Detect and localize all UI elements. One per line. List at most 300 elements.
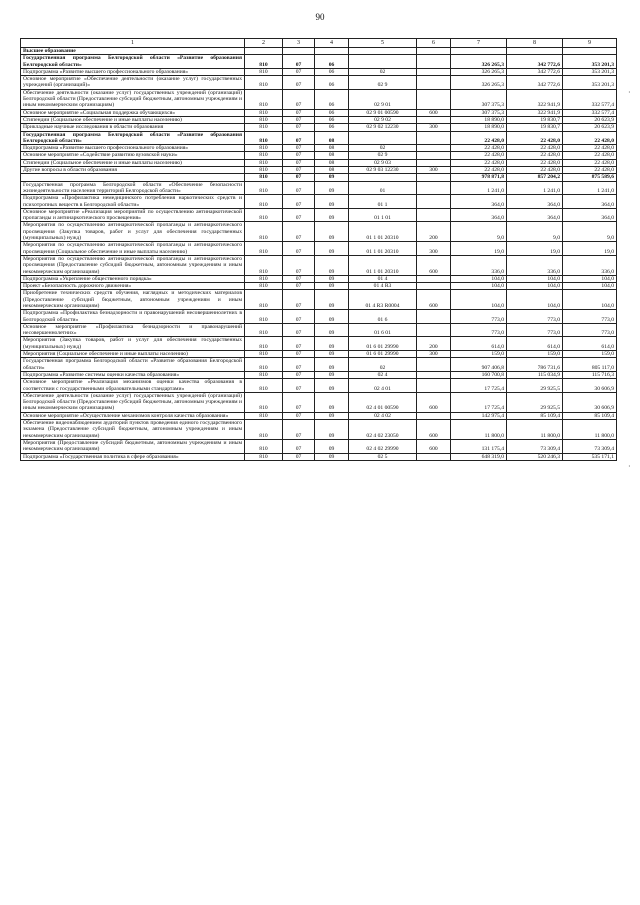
column-header: 7: [451, 39, 507, 48]
item-name-cell: Основное мероприятие «Реализация механизмов оценки качества образования в соответствии с государственными образовательными стандартами»: [21, 379, 245, 393]
year2-amount-cell: 22 428,0: [507, 152, 563, 159]
item-name-cell: Основное мероприятие «Реализация мероприятий по осуществлению антинаркотической пропаганды и антинаркотического просвещения»: [21, 208, 245, 222]
year1-amount-cell: 364,0: [451, 208, 507, 222]
table-row: [21, 453, 617, 460]
section-cell: 07: [283, 337, 315, 351]
expense-type-cell: [417, 159, 451, 166]
ved-cell: 810: [245, 208, 283, 222]
ved-cell: 810: [245, 89, 283, 109]
item-name-cell: [21, 174, 245, 181]
column-header: 9: [563, 39, 617, 48]
table-row: [21, 208, 617, 222]
item-name-cell: Обеспечение деятельности (оказание услуг) государственных учреждений (организаций) Белгородской области (Предоставление субсидий бюджетным, автономным учреждениям и иным некоммерческим организациям): [21, 89, 245, 109]
year2-amount-cell: 520 246,3: [507, 453, 563, 460]
ved-cell: 810: [245, 412, 283, 419]
item-name-cell: Основное мероприятие «Профилактика безнадзорности и правонарушений несовершеннолетних»: [21, 323, 245, 337]
year2-amount-cell: 19,0: [507, 242, 563, 256]
year1-amount-cell: 22 428,0: [451, 167, 507, 174]
year1-amount-cell: 307 375,3: [451, 109, 507, 116]
target-article-cell: 01 1 01 20310: [349, 222, 417, 242]
year3-amount-cell: 535 171,1: [563, 453, 617, 460]
section-cell: 07: [283, 124, 315, 131]
year3-amount-cell: 85 109,4: [563, 412, 617, 419]
ved-cell: 810: [245, 379, 283, 393]
target-article-cell: 02 4: [349, 371, 417, 378]
year1-amount-cell: 1 241,0: [451, 181, 507, 195]
subsection-cell: 09: [315, 358, 349, 372]
column-header: 3: [283, 39, 315, 48]
year1-amount-cell: 17 725,4: [451, 379, 507, 393]
expense-type-cell: [417, 89, 451, 109]
item-name-cell: Основное мероприятие «Содействие развитию вузовской науки»: [21, 152, 245, 159]
expense-type-cell: [417, 76, 451, 90]
year2-amount-cell: 322 941,9: [507, 109, 563, 116]
ved-cell: 810: [245, 181, 283, 195]
subsection-cell: 06: [315, 55, 349, 69]
year2-amount-cell: 614,0: [507, 337, 563, 351]
ved-cell: 810: [245, 310, 283, 324]
item-name-cell: Стипендии (Социальное обеспечение и иные выплаты населению): [21, 116, 245, 123]
year3-amount-cell: 73 309,4: [563, 439, 617, 453]
subsection-cell: 09: [315, 323, 349, 337]
target-article-cell: 02 4 01 00590: [349, 392, 417, 412]
table-row: [21, 242, 617, 256]
table-row: [21, 283, 617, 290]
budget-table: [20, 38, 617, 461]
item-name-cell: Подпрограмма «Развитие высшего профессионального образования»: [21, 68, 245, 75]
expense-type-cell: [417, 181, 451, 195]
year1-amount-cell: 131 175,4: [451, 439, 507, 453]
year3-amount-cell: 336,0: [563, 255, 617, 275]
subsection-cell: 09: [315, 242, 349, 256]
section-cell: 07: [283, 255, 315, 275]
expense-type-cell: [417, 453, 451, 460]
item-name-cell: Мероприятия по осуществлению антинаркотической пропаганды и антинаркотического просвещения (Предоставление субсидий бюджетным, автономным учреждениям и иным некоммерческим организациям): [21, 255, 245, 275]
item-name-cell: Проект «Безопасность дорожного движения»: [21, 283, 245, 290]
table-row: [21, 358, 617, 372]
expense-type-cell: [417, 283, 451, 290]
item-name-cell: Государственная программа Белгородской области «Развитие образования Белгородской области»: [21, 55, 245, 69]
ved-cell: 810: [245, 109, 283, 116]
table-row: [21, 255, 617, 275]
target-article-cell: 02 9 03 12230: [349, 167, 417, 174]
ved-cell: 810: [245, 283, 283, 290]
target-article-cell: 01 6: [349, 310, 417, 324]
item-name-cell: Прикладные научные исследования в области образования: [21, 124, 245, 131]
subsection-cell: 09: [315, 222, 349, 242]
ved-cell: [245, 48, 283, 55]
year3-amount-cell: 1 241,0: [563, 181, 617, 195]
year1-amount-cell: 18 890,0: [451, 116, 507, 123]
year1-amount-cell: 159,0: [451, 351, 507, 358]
expense-type-cell: [417, 116, 451, 123]
ved-cell: 810: [245, 371, 283, 378]
subsection-cell: 08: [315, 131, 349, 145]
table-row: [21, 222, 617, 242]
column-header: 5: [349, 39, 417, 48]
year3-amount-cell: 805 117,0: [563, 358, 617, 372]
ved-cell: 810: [245, 453, 283, 460]
expense-type-cell: 600: [417, 255, 451, 275]
year2-amount-cell: 773,0: [507, 323, 563, 337]
table-row: [21, 337, 617, 351]
section-cell: 07: [283, 76, 315, 90]
expense-type-cell: [417, 379, 451, 393]
item-name-cell: Высшее образование: [21, 48, 245, 55]
target-article-cell: 01 6 01: [349, 323, 417, 337]
year3-amount-cell: 614,0: [563, 337, 617, 351]
section-cell: 07: [283, 358, 315, 372]
expense-type-cell: 300: [417, 124, 451, 131]
subsection-cell: 09: [315, 371, 349, 378]
section-cell: 07: [283, 310, 315, 324]
year1-amount-cell: 326 265,3: [451, 76, 507, 90]
ved-cell: 810: [245, 68, 283, 75]
year1-amount-cell: 614,0: [451, 337, 507, 351]
table-row: [21, 392, 617, 412]
year1-amount-cell: 326 265,3: [451, 55, 507, 69]
subsection-cell: 08: [315, 145, 349, 152]
ved-cell: 810: [245, 76, 283, 90]
target-article-cell: [349, 55, 417, 69]
page-number: 90: [315, 12, 325, 22]
section-cell: [283, 48, 315, 55]
expense-type-cell: [417, 371, 451, 378]
year1-amount-cell: 364,0: [451, 195, 507, 209]
item-name-cell: Мероприятия по осуществлению антинаркотической пропаганды и антинаркотического просвещения (Закупка товаров, работ и услуг для обеспечения государственных (муниципальных) нужд): [21, 222, 245, 242]
column-header: 8: [507, 39, 563, 48]
subsection-cell: [315, 48, 349, 55]
year1-amount-cell: 307 375,3: [451, 89, 507, 109]
year2-amount-cell: 1 241,0: [507, 181, 563, 195]
year2-amount-cell: 29 925,5: [507, 379, 563, 393]
section-cell: 07: [283, 116, 315, 123]
expense-type-cell: [417, 310, 451, 324]
year1-amount-cell: 907 406,8: [451, 358, 507, 372]
target-article-cell: 01 6 01 29990: [349, 337, 417, 351]
section-cell: 07: [283, 89, 315, 109]
year2-amount-cell: 104,0: [507, 283, 563, 290]
ved-cell: 810: [245, 152, 283, 159]
year1-amount-cell: 104,0: [451, 283, 507, 290]
ved-cell: 810: [245, 351, 283, 358]
year2-amount-cell: 342 772,6: [507, 55, 563, 69]
year3-amount-cell: 20 623,9: [563, 124, 617, 131]
year3-amount-cell: 115 716,3: [563, 371, 617, 378]
target-article-cell: [349, 174, 417, 181]
year1-amount-cell: 104,0: [451, 275, 507, 282]
section-cell: 07: [283, 420, 315, 440]
subsection-cell: 09: [315, 351, 349, 358]
target-article-cell: 02 9 01 00590: [349, 109, 417, 116]
subsection-cell: 09: [315, 420, 349, 440]
target-article-cell: [349, 48, 417, 55]
subsection-cell: 06: [315, 116, 349, 123]
target-article-cell: 02 4 02 29990: [349, 439, 417, 453]
expense-type-cell: [417, 323, 451, 337]
ved-cell: 810: [245, 167, 283, 174]
section-cell: 07: [283, 323, 315, 337]
year3-amount-cell: 22 428,0: [563, 167, 617, 174]
table-row: [21, 174, 617, 181]
year2-amount-cell: 773,0: [507, 310, 563, 324]
margin-mark: ·: [628, 462, 631, 471]
subsection-cell: 09: [315, 337, 349, 351]
item-name-cell: Основное мероприятие «Социальная поддержка обучающихся»: [21, 109, 245, 116]
ved-cell: 810: [245, 242, 283, 256]
expense-type-cell: 600: [417, 392, 451, 412]
table-row: [21, 379, 617, 393]
subsection-cell: 09: [315, 392, 349, 412]
target-article-cell: 02 5: [349, 453, 417, 460]
target-article-cell: 01 4 R3: [349, 283, 417, 290]
expense-type-cell: [417, 152, 451, 159]
table-row: [21, 323, 617, 337]
table-row: [21, 290, 617, 310]
expense-type-cell: [417, 195, 451, 209]
year2-amount-cell: 857 204,2: [507, 174, 563, 181]
section-cell: 07: [283, 145, 315, 152]
subsection-cell: 09: [315, 195, 349, 209]
ved-cell: 810: [245, 392, 283, 412]
year2-amount-cell: 159,0: [507, 351, 563, 358]
item-name-cell: Мероприятия (Предоставление субсидий бюджетным, автономным учреждениям и иным некоммерческим организациям): [21, 439, 245, 453]
expense-type-cell: [417, 275, 451, 282]
year1-amount-cell: 11 800,0: [451, 420, 507, 440]
target-article-cell: 01 1: [349, 195, 417, 209]
year2-amount-cell: 9,0: [507, 222, 563, 242]
table-row: [21, 195, 617, 209]
year1-amount-cell: 22 428,0: [451, 131, 507, 145]
subsection-cell: 06: [315, 68, 349, 75]
year3-amount-cell: 773,0: [563, 310, 617, 324]
table-row: [21, 109, 617, 116]
subsection-cell: 09: [315, 275, 349, 282]
year1-amount-cell: 336,0: [451, 255, 507, 275]
year2-amount-cell: 342 772,6: [507, 68, 563, 75]
year2-amount-cell: 364,0: [507, 195, 563, 209]
item-name-cell: Приобретение технических средств обучения, наглядных и методических материалов (Предоставление субсидий бюджетным, автономным учреждениям и иным некоммерческим организациям): [21, 290, 245, 310]
year3-amount-cell: 353 201,3: [563, 55, 617, 69]
section-cell: 07: [283, 371, 315, 378]
year1-amount-cell: 326 265,3: [451, 68, 507, 75]
year1-amount-cell: 22 428,0: [451, 152, 507, 159]
target-article-cell: [349, 131, 417, 145]
column-header: 4: [315, 39, 349, 48]
item-name-cell: Мероприятия (Социальное обеспечение и иные выплаты населению): [21, 351, 245, 358]
subsection-cell: 09: [315, 255, 349, 275]
table-row: [21, 181, 617, 195]
subsection-cell: 09: [315, 181, 349, 195]
section-cell: 07: [283, 167, 315, 174]
margin-mark: ·: [628, 88, 631, 97]
table-row: [21, 159, 617, 166]
year2-amount-cell: [507, 48, 563, 55]
section-cell: 07: [283, 159, 315, 166]
table-row: [21, 68, 617, 75]
expense-type-cell: [417, 48, 451, 55]
year3-amount-cell: 9,0: [563, 222, 617, 242]
table-row: [21, 420, 617, 440]
year2-amount-cell: 22 428,0: [507, 167, 563, 174]
ved-cell: 810: [245, 255, 283, 275]
year1-amount-cell: [451, 48, 507, 55]
subsection-cell: 06: [315, 89, 349, 109]
year2-amount-cell: 364,0: [507, 208, 563, 222]
section-cell: 07: [283, 55, 315, 69]
target-article-cell: 02: [349, 68, 417, 75]
year2-amount-cell: 73 309,4: [507, 439, 563, 453]
section-cell: 07: [283, 242, 315, 256]
target-article-cell: 01 1 01 20310: [349, 242, 417, 256]
expense-type-cell: 600: [417, 420, 451, 440]
ved-cell: 810: [245, 222, 283, 242]
subsection-cell: 09: [315, 439, 349, 453]
item-name-cell: Подпрограмма «Государственная политика в сфере образования»: [21, 453, 245, 460]
section-cell: 07: [283, 195, 315, 209]
ved-cell: 810: [245, 290, 283, 310]
section-cell: 07: [283, 131, 315, 145]
item-name-cell: Подпрограмма «Укрепление общественного порядка»: [21, 275, 245, 282]
section-cell: 07: [283, 152, 315, 159]
subsection-cell: 09: [315, 283, 349, 290]
year3-amount-cell: 22 428,0: [563, 152, 617, 159]
section-cell: 07: [283, 392, 315, 412]
expense-type-cell: 600: [417, 109, 451, 116]
ved-cell: 810: [245, 145, 283, 152]
year2-amount-cell: 22 428,0: [507, 145, 563, 152]
item-name-cell: Основное мероприятие «Обеспечение деятельности (оказание услуг) государственных учреждений (организаций)»: [21, 76, 245, 90]
item-name-cell: Подпрограмма «Развитие высшего профессионального образования»: [21, 145, 245, 152]
year1-amount-cell: 22 428,0: [451, 145, 507, 152]
ved-cell: 810: [245, 420, 283, 440]
subsection-cell: 09: [315, 290, 349, 310]
year3-amount-cell: 22 428,0: [563, 131, 617, 145]
year2-amount-cell: 85 109,4: [507, 412, 563, 419]
ved-cell: 810: [245, 195, 283, 209]
ved-cell: 810: [245, 275, 283, 282]
item-name-cell: Мероприятия по осуществлению антинаркотической пропаганды и антинаркотического просвещения (Социальное обеспечение и иные выплаты населению): [21, 242, 245, 256]
expense-type-cell: 600: [417, 290, 451, 310]
subsection-cell: 09: [315, 174, 349, 181]
subsection-cell: 09: [315, 453, 349, 460]
table-row: [21, 48, 617, 55]
section-cell: 07: [283, 283, 315, 290]
target-article-cell: 02 9: [349, 152, 417, 159]
table-row: [21, 439, 617, 453]
year2-amount-cell: 11 800,0: [507, 420, 563, 440]
target-article-cell: 02 9 01: [349, 89, 417, 109]
subsection-cell: 09: [315, 379, 349, 393]
item-name-cell: Государственная программа Белгородской области «Развитие образования Белгородской области»: [21, 131, 245, 145]
column-header: 2: [245, 39, 283, 48]
year1-amount-cell: 9,0: [451, 222, 507, 242]
item-name-cell: Мероприятия (Закупка товаров, работ и услуг для обеспечения государственных (муниципальных) нужд): [21, 337, 245, 351]
expense-type-cell: [417, 208, 451, 222]
ved-cell: 810: [245, 55, 283, 69]
year3-amount-cell: 159,0: [563, 351, 617, 358]
target-article-cell: 02 4 02 23050: [349, 420, 417, 440]
year3-amount-cell: 332 577,4: [563, 89, 617, 109]
item-name-cell: Обеспечение деятельности (оказание услуг) государственных учреждений (организаций) Белгородской области (Предоставление субсидий бюджетным, автономным учреждениям и иным некоммерческим организациям): [21, 392, 245, 412]
ved-cell: 810: [245, 174, 283, 181]
target-article-cell: 01 4 R3 R0004: [349, 290, 417, 310]
subsection-cell: 09: [315, 310, 349, 324]
subsection-cell: 08: [315, 159, 349, 166]
year1-amount-cell: 18 890,0: [451, 124, 507, 131]
section-cell: 07: [283, 109, 315, 116]
year3-amount-cell: 353 201,3: [563, 68, 617, 75]
year1-amount-cell: 17 725,4: [451, 392, 507, 412]
expense-type-cell: 600: [417, 439, 451, 453]
expense-type-cell: [417, 145, 451, 152]
item-name-cell: Основное мероприятие «Осуществление механизмов контроля качества образования»: [21, 412, 245, 419]
table-row: [21, 131, 617, 145]
target-article-cell: 02: [349, 145, 417, 152]
target-article-cell: 02 4 02: [349, 412, 417, 419]
ved-cell: 810: [245, 159, 283, 166]
table-row: [21, 371, 617, 378]
subsection-cell: 06: [315, 124, 349, 131]
section-cell: 07: [283, 222, 315, 242]
section-cell: 07: [283, 208, 315, 222]
year3-amount-cell: 104,0: [563, 275, 617, 282]
year3-amount-cell: 104,0: [563, 290, 617, 310]
year2-amount-cell: 19 830,7: [507, 116, 563, 123]
target-article-cell: 01 1 01: [349, 208, 417, 222]
section-cell: 07: [283, 275, 315, 282]
target-article-cell: 01 6 01 29990: [349, 351, 417, 358]
table-row: [21, 310, 617, 324]
item-name-cell: Другие вопросы в области образования: [21, 167, 245, 174]
target-article-cell: 02 9: [349, 76, 417, 90]
expense-type-cell: [417, 174, 451, 181]
expense-type-cell: [417, 55, 451, 69]
ved-cell: 810: [245, 358, 283, 372]
year2-amount-cell: 115 034,9: [507, 371, 563, 378]
expense-type-cell: 300: [417, 242, 451, 256]
year1-amount-cell: 160 700,8: [451, 371, 507, 378]
year3-amount-cell: 11 800,0: [563, 420, 617, 440]
year3-amount-cell: 30 606,9: [563, 379, 617, 393]
column-header: 6: [417, 39, 451, 48]
subsection-cell: 06: [315, 109, 349, 116]
year2-amount-cell: 104,0: [507, 275, 563, 282]
target-article-cell: 02 9 02 12230: [349, 124, 417, 131]
target-article-cell: 01 4: [349, 275, 417, 282]
year3-amount-cell: 22 428,0: [563, 145, 617, 152]
year1-amount-cell: 22 428,0: [451, 159, 507, 166]
expense-type-cell: 300: [417, 351, 451, 358]
expense-type-cell: 200: [417, 222, 451, 242]
year2-amount-cell: 342 772,6: [507, 76, 563, 90]
ved-cell: 810: [245, 116, 283, 123]
column-header: 1: [21, 39, 245, 48]
year2-amount-cell: 336,0: [507, 255, 563, 275]
item-name-cell: Подпрограмма «Профилактика безнадзорности и правонарушений несовершеннолетних в Белгородской области»: [21, 310, 245, 324]
year1-amount-cell: 773,0: [451, 310, 507, 324]
expense-type-cell: [417, 131, 451, 145]
table-row: [21, 275, 617, 282]
year3-amount-cell: 104,0: [563, 283, 617, 290]
section-cell: 07: [283, 412, 315, 419]
ved-cell: 810: [245, 124, 283, 131]
year1-amount-cell: 978 871,8: [451, 174, 507, 181]
expense-type-cell: [417, 358, 451, 372]
item-name-cell: Подпрограмма «Профилактика немедицинского потребления наркотических средств и психотропных веществ в Белгородской области»: [21, 195, 245, 209]
table-row: [21, 351, 617, 358]
subsection-cell: 09: [315, 412, 349, 419]
